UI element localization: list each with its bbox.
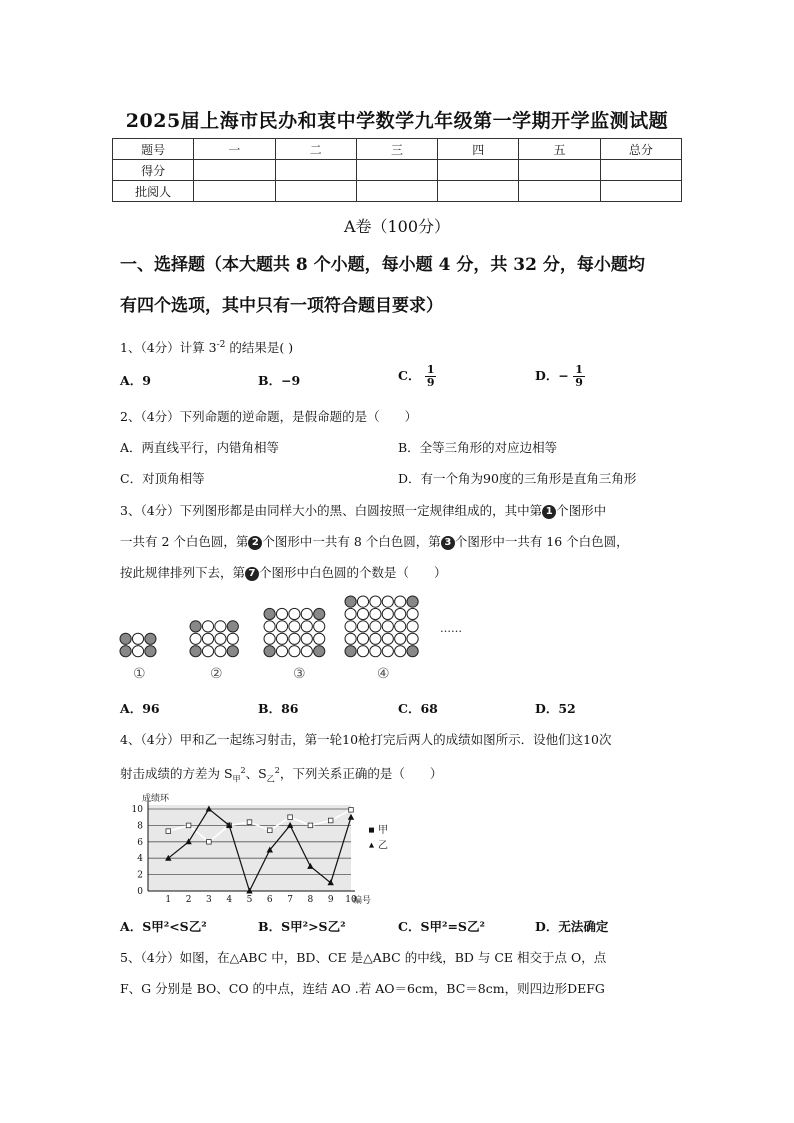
white-circle — [370, 621, 381, 632]
q2-option-c[interactable]: C．对顶角相等 — [120, 471, 205, 486]
white-circle — [215, 633, 226, 644]
series-point-甲 — [247, 820, 252, 825]
y-tick-label: 0 — [137, 887, 143, 897]
white-circle — [370, 646, 381, 657]
white-circle — [382, 608, 393, 619]
q3-text: 个图形中一共有 16 个白色圆， — [454, 534, 629, 549]
score-cell[interactable] — [275, 160, 356, 181]
white-circle — [289, 608, 300, 619]
black-circle — [190, 621, 201, 632]
y-tick-label: 2 — [137, 870, 143, 881]
white-circle — [301, 646, 312, 657]
x-tick-label: 2 — [185, 895, 192, 904]
grader-cell[interactable] — [438, 181, 519, 202]
white-circle — [370, 608, 381, 619]
q5-stem-line1: 5、（4分）如图，在△ABC 中，BD、CE 是△ABC 的中线，BD 与 CE 相交于点 O，点 — [120, 950, 607, 965]
grader-cell[interactable] — [356, 181, 437, 202]
white-circle — [314, 633, 325, 644]
q3-text: 3、（4分）下列图形都是由同样大小的黑、白圆按照一定规律组成的，其中第 — [120, 503, 543, 518]
chart-plot-area — [148, 805, 351, 891]
score-header-cell: 三 — [356, 139, 437, 160]
q1-option-c-label: C． — [398, 368, 421, 383]
white-circle — [382, 621, 393, 632]
q1-stem-text: 1、（4分）计算 3 — [120, 340, 217, 356]
q4-option-a[interactable]: A．S甲²<S乙² — [120, 919, 207, 934]
black-circle — [314, 646, 325, 657]
y-tick-label: 6 — [137, 837, 143, 848]
q3-text: 个图形中一共有 8 个白色圆，第 — [262, 534, 441, 549]
pattern-figure-1 — [120, 633, 156, 657]
fraction-numerator: 1 — [575, 363, 583, 376]
circled-number: 1 — [542, 505, 556, 519]
q1-option-d[interactable] — [535, 364, 585, 389]
x-tick-label: 1 — [165, 895, 172, 904]
circled-number: 3 — [441, 536, 455, 550]
black-circle — [345, 646, 356, 657]
black-circle — [145, 633, 156, 644]
exam-title: 2025届上海市民办和衷中学数学九年级第一学期开学监测试题 — [125, 110, 669, 132]
q5-stem-line2: F、G 分别是 BO、CO 的中点，连结 AO .若 AO＝6cm，BC＝8cm，则四边形DEFG — [120, 981, 605, 996]
q3-text: 个图形中 — [556, 503, 607, 518]
q3-option-c[interactable]: C．68 — [398, 701, 438, 716]
q4-stem-line2: 射击成绩的方差为 $S_甲^2$、$S_乙^2$，下列关系正确的是（ ） — [120, 766, 443, 784]
white-circle — [276, 621, 287, 632]
white-circle — [407, 633, 418, 644]
score-header-cell: 题号 — [113, 139, 194, 160]
white-circle — [370, 633, 381, 644]
q3-figure-label-1: ① — [133, 666, 146, 682]
x-axis-title: 编号 — [353, 896, 372, 904]
white-circle — [215, 646, 226, 657]
white-circle — [357, 608, 368, 619]
black-circle — [120, 633, 131, 644]
white-circle — [215, 621, 226, 632]
score-cell[interactable] — [600, 160, 681, 181]
circled-number: 7 — [245, 567, 259, 581]
white-circle — [132, 633, 143, 644]
x-tick-label: 4 — [226, 895, 233, 904]
q3-text: 按此规律排列下去，第 — [120, 565, 246, 580]
score-cell[interactable] — [356, 160, 437, 181]
black-circle — [407, 596, 418, 607]
black-circle — [314, 608, 325, 619]
pattern-figure-3 — [264, 608, 325, 656]
q3-circle-pattern-figure — [110, 592, 490, 666]
white-circle — [395, 646, 406, 657]
legend-label-yi: 乙 — [378, 840, 388, 852]
y-axis-title: 成绩环 — [142, 794, 170, 804]
q3-text: 个图形中白色圆的个数是（ ） — [259, 565, 447, 580]
legend-label-jia: 甲 — [378, 825, 388, 837]
score-cell[interactable] — [519, 160, 600, 181]
white-circle — [301, 633, 312, 644]
white-circle — [301, 621, 312, 632]
q4-subscript-jia: 甲 — [232, 774, 241, 784]
black-circle — [345, 596, 356, 607]
white-circle — [264, 633, 275, 644]
q3-stem-line2 — [120, 533, 629, 551]
grader-cell[interactable] — [519, 181, 600, 202]
y-tick-label: 8 — [137, 821, 143, 832]
white-circle — [276, 608, 287, 619]
q1-option-c-fraction — [425, 364, 437, 389]
section1-heading-line2: 有四个选项，其中只有一项符合题目要求） — [120, 296, 443, 316]
q1-option-d-fraction — [573, 364, 585, 389]
black-circle — [145, 646, 156, 657]
x-tick-label: 10 — [345, 895, 357, 904]
white-circle — [395, 621, 406, 632]
series-point-甲 — [207, 840, 212, 845]
x-tick-label: 5 — [246, 895, 253, 904]
white-circle — [382, 633, 393, 644]
q4-text: ，下列关系正确的是（ ） — [279, 766, 443, 782]
white-circle — [264, 621, 275, 632]
q4-stem-line1: 4、（4分）甲和乙一起练习射击，第一轮10枪打完后两人的成绩如图所示．设他们这10次 — [120, 732, 612, 747]
white-circle — [407, 621, 418, 632]
white-circle — [132, 646, 143, 657]
white-circle — [345, 621, 356, 632]
q1-stem-suffix: 的结果是( ) — [225, 340, 294, 356]
white-circle — [345, 608, 356, 619]
q1-stem — [120, 336, 293, 357]
volume-heading: A卷（100分） — [343, 217, 451, 236]
pattern-figure-2 — [190, 621, 238, 657]
fraction-denominator: 9 — [426, 376, 435, 389]
q1-option-d-label: D．− — [535, 368, 569, 383]
white-circle — [357, 596, 368, 607]
white-circle — [382, 646, 393, 657]
fraction-numerator: 1 — [426, 363, 435, 376]
black-circle — [264, 608, 275, 619]
white-circle — [202, 621, 213, 632]
white-circle — [276, 633, 287, 644]
white-circle — [395, 633, 406, 644]
series-point-甲 — [328, 818, 333, 823]
y-tick-label: 10 — [131, 805, 143, 815]
section1-heading-line1: 一、选择题（本大题共 8 个小题，每小题 4 分，共 32 分，每小题均 — [120, 255, 645, 275]
white-circle — [301, 608, 312, 619]
x-tick-label: 7 — [287, 895, 293, 904]
white-circle — [370, 596, 381, 607]
grader-row-label: 批阅人 — [113, 181, 194, 202]
x-tick-label: 9 — [327, 895, 334, 904]
q2-option-d[interactable]: D．有一个角为90度的三角形是直角三角形 — [398, 471, 637, 486]
series-point-甲 — [166, 829, 171, 834]
score-row-label: 得分 — [113, 160, 194, 181]
white-circle — [227, 633, 238, 644]
white-circle — [190, 633, 201, 644]
q1-exponent: -2 — [216, 340, 226, 350]
q2-stem: 2、（4分）下列命题的逆命题，是假命题的是（ ） — [120, 409, 418, 424]
score-cell[interactable] — [194, 160, 275, 181]
q3-option-d[interactable]: D．52 — [535, 701, 576, 716]
white-circle — [345, 633, 356, 644]
white-circle — [382, 596, 393, 607]
black-circle — [227, 621, 238, 632]
series-point-甲 — [349, 808, 354, 813]
legend-marker-yi — [369, 843, 374, 848]
q2-option-a[interactable]: A．两直线平行，内错角相等 — [120, 440, 280, 455]
q4-subscript-yi: 乙 — [266, 774, 275, 784]
q4-shooting-chart — [115, 792, 400, 904]
white-circle — [357, 633, 368, 644]
score-table-header-row — [113, 139, 682, 160]
white-circle — [357, 621, 368, 632]
grader-cell[interactable] — [275, 181, 356, 202]
q2-option-b[interactable]: B．全等三角形的对应边相等 — [398, 440, 558, 455]
score-header-cell: 二 — [275, 139, 356, 160]
q4-text: 、S — [245, 766, 267, 782]
pattern-figure-4 — [345, 596, 418, 657]
q3-text: 一共有 2 个白色圆，第 — [120, 534, 249, 549]
q3-figure-label-3: ③ — [293, 666, 306, 682]
q1-option-c[interactable] — [398, 364, 436, 389]
q3-stem-line3 — [120, 564, 447, 582]
black-circle — [264, 646, 275, 657]
white-circle — [395, 608, 406, 619]
score-cell[interactable] — [438, 160, 519, 181]
q4-option-d[interactable]: D．无法确定 — [535, 919, 609, 934]
white-circle — [289, 621, 300, 632]
white-circle — [202, 633, 213, 644]
q4-option-b[interactable]: B．S甲²>S乙² — [258, 919, 346, 934]
grader-cell[interactable] — [600, 181, 681, 202]
black-circle — [190, 646, 201, 657]
q3-figure-label-4: ④ — [377, 666, 390, 682]
q4-text: 射击成绩的方差为 S — [120, 766, 233, 782]
black-circle — [407, 646, 418, 657]
white-circle — [314, 621, 325, 632]
score-row — [113, 160, 682, 181]
white-circle — [357, 646, 368, 657]
q4-option-c[interactable]: C．S甲²=S乙² — [398, 919, 485, 934]
q3-option-a[interactable]: A．96 — [120, 701, 160, 716]
score-header-cell: 总分 — [600, 139, 681, 160]
x-tick-label: 8 — [307, 895, 314, 904]
white-circle — [289, 633, 300, 644]
q3-figure-label-2: ② — [210, 666, 223, 682]
white-circle — [407, 608, 418, 619]
series-point-甲 — [288, 815, 293, 820]
q3-option-b[interactable]: B．86 — [258, 701, 299, 716]
x-tick-label: 6 — [266, 895, 273, 904]
circled-number: 2 — [248, 536, 262, 550]
black-circle — [227, 646, 238, 657]
q3-stem-line1 — [120, 502, 606, 520]
q1-option-a[interactable]: A．9 — [120, 373, 151, 388]
q1-option-b[interactable]: B．−9 — [258, 373, 301, 388]
legend-marker-jia — [369, 828, 374, 833]
q3-ellipsis: …… — [440, 622, 462, 635]
score-table — [112, 138, 682, 202]
grader-row — [113, 181, 682, 202]
score-header-cell: 一 — [194, 139, 275, 160]
x-tick-label: 3 — [206, 895, 212, 904]
white-circle — [395, 596, 406, 607]
grader-cell[interactable] — [194, 181, 275, 202]
y-tick-label: 4 — [137, 854, 143, 865]
white-circle — [202, 646, 213, 657]
black-circle — [120, 646, 131, 657]
series-point-甲 — [268, 828, 273, 833]
score-header-cell: 四 — [438, 139, 519, 160]
fraction-denominator: 9 — [575, 376, 583, 389]
series-point-甲 — [308, 823, 313, 828]
score-header-cell: 五 — [519, 139, 600, 160]
series-point-甲 — [186, 823, 191, 828]
white-circle — [276, 646, 287, 657]
white-circle — [289, 646, 300, 657]
